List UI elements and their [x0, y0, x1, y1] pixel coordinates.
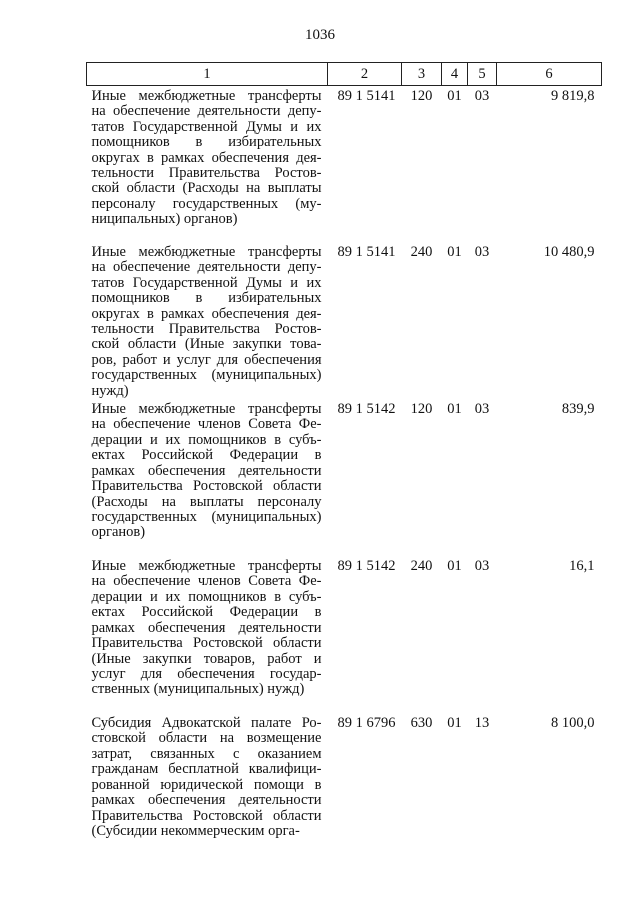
section-code: 01 — [447, 401, 462, 418]
description-line: (Расходы на выплаты персоналу — [91, 493, 322, 510]
table-body — [87, 86, 602, 871]
description-line: нужд) — [91, 382, 129, 399]
description-line: (Иные закупки товаров, работ и — [91, 650, 322, 667]
description-line: ственных (муниципальных) нужд) — [91, 681, 305, 698]
description-line: услуг для обеспечения государ- — [91, 665, 322, 682]
description-line: стовской области на возмещение — [91, 730, 322, 747]
page-number: 1036 — [305, 27, 335, 43]
description-line: дерации и их помощников в субъ- — [91, 588, 322, 605]
budget-table — [86, 62, 602, 870]
description-line: помощников в избирательных — [91, 290, 322, 307]
description-line: округах в рамках обеспечения дея- — [91, 305, 322, 322]
column-header-3: 3 — [402, 63, 442, 86]
description-line: затрат, связанных с оказанием — [91, 745, 322, 762]
column-header-4: 4 — [442, 63, 468, 86]
expense-type-code: 630 — [410, 715, 433, 732]
amount-value: 8 100,0 — [551, 715, 595, 732]
description-line: ской области (Расходы на выплаты — [91, 180, 322, 197]
subsection-code: 03 — [474, 401, 490, 418]
row-description — [87, 556, 328, 713]
section-code: 01 — [447, 715, 462, 732]
description-line: рамках обеспечения деятельности — [91, 619, 322, 636]
description-line: татов Государственной Думы и их — [91, 118, 322, 135]
description-line: рованной юридической помощи в — [91, 776, 322, 793]
description-line: персоналу государственных (му- — [91, 195, 322, 212]
row-description — [87, 399, 328, 556]
subsection-code: 13 — [474, 715, 490, 732]
description-line: ектах Российской Федерации в — [91, 604, 322, 621]
column-header-1: 1 — [87, 63, 328, 86]
description-line: Правительства Ростовской области — [91, 635, 322, 652]
target-article-code: 89 1 5142 — [337, 401, 396, 418]
description-line: Правительства Ростовской области — [91, 478, 322, 495]
subsection-code: 03 — [474, 88, 490, 104]
description-line: государственных (муниципальных) — [91, 508, 322, 525]
description-line: рамках обеспечения деятельности — [91, 462, 322, 479]
description-line: органов) — [91, 524, 146, 541]
description-line: ниципальных) органов) — [91, 211, 238, 228]
column-header-6: 6 — [497, 63, 602, 86]
description-line: татов Государственной Думы и их — [91, 274, 322, 291]
description-line: на обеспечение деятельности депу- — [91, 259, 322, 276]
subsection-code: 03 — [474, 244, 490, 260]
table-row — [87, 399, 602, 556]
description-line: Иные межбюджетные трансферты — [91, 558, 322, 575]
table-header — [87, 63, 602, 86]
column-header-2: 2 — [328, 63, 402, 86]
header-row — [87, 63, 602, 86]
description-line: ров, работ и услуг для обеспечения — [91, 351, 322, 368]
expense-type-code: 240 — [410, 244, 433, 260]
table-row — [87, 86, 602, 243]
description-line: ектах Российской Федерации в — [91, 447, 322, 464]
description-line: на обеспечение членов Совета Фе- — [91, 573, 322, 590]
description-line: ской области (Иные закупки това- — [91, 336, 322, 353]
amount-value: 839,9 — [561, 401, 595, 418]
description-line: округах в рамках обеспечения дея- — [91, 149, 322, 166]
target-article-code: 89 1 5141 — [337, 244, 396, 260]
section-code: 01 — [447, 244, 462, 260]
section-code: 01 — [447, 558, 462, 575]
description-line: Иные межбюджетные трансферты — [91, 401, 322, 418]
description-line: помощников в избирательных — [91, 134, 322, 151]
target-article-code: 89 1 6796 — [337, 715, 396, 732]
description-line: тельности Правительства Ростов- — [91, 321, 322, 338]
description-line: Иные межбюджетные трансферты — [91, 88, 322, 104]
section-code: 01 — [447, 88, 462, 104]
description-line: Правительства Ростовской области — [91, 807, 322, 824]
amount-value: 10 480,9 — [543, 244, 595, 260]
description-line: тельности Правительства Ростов- — [91, 165, 322, 182]
description-line: гражданам бесплатной квалифици- — [91, 761, 322, 778]
table-row — [87, 713, 602, 870]
table-row — [87, 556, 602, 713]
target-article-code: 89 1 5142 — [337, 558, 396, 575]
expense-type-code: 120 — [410, 401, 433, 418]
row-description — [87, 242, 328, 399]
description-line: дерации и их помощников в субъ- — [91, 431, 322, 448]
expense-type-code: 240 — [410, 558, 433, 575]
description-line: рамках обеспечения деятельности — [91, 792, 322, 809]
description-line: государственных (муниципальных) — [91, 367, 322, 384]
description-line: на обеспечение деятельности депу- — [91, 103, 322, 120]
expense-type-code: 120 — [410, 88, 433, 104]
subsection-code: 03 — [474, 558, 490, 575]
row-description — [87, 86, 328, 243]
description-line: на обеспечение членов Совета Фе- — [91, 416, 322, 433]
description-line: Иные межбюджетные трансферты — [91, 244, 322, 260]
column-header-5: 5 — [468, 63, 497, 86]
description-line: (Субсидии некоммерческим орга- — [91, 822, 300, 839]
amount-value: 16,1 — [569, 558, 595, 575]
table-row — [87, 242, 602, 399]
description-line: Субсидия Адвокатской палате Ро- — [91, 715, 322, 732]
amount-value: 9 819,8 — [551, 88, 595, 104]
row-description — [87, 713, 328, 870]
target-article-code: 89 1 5141 — [337, 88, 396, 104]
